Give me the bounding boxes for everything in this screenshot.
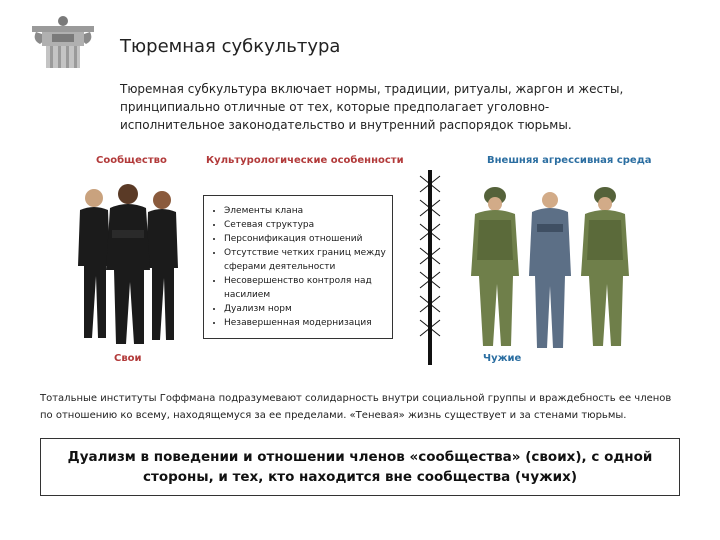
goffman-paragraph: Тотальные институты Гоффмана подразумевают солидарность внутри социальной группы и враждебность ее членов по отношению ко всему, находящемуся за ее пределами. «Теневая» жизнь существует и за стенами тюрьмы.	[40, 393, 672, 421]
column-capital-logo-icon	[30, 14, 96, 72]
features-list	[210, 204, 386, 330]
feature-item: • Незавершенная модернизация	[224, 316, 386, 330]
external-environment-label: Внешняя агрессивная среда	[487, 155, 652, 166]
conclusion-text: Дуализм в поведении и отношении членов «сообщества» (своих), с одной стороны, и тех, кто находится вне сообщества (чужих)	[67, 449, 653, 485]
feature-item: • Отсутствие четких границ между сферами деятельности	[224, 246, 386, 274]
community-label: Сообщество	[96, 155, 167, 166]
feature-item: • Персонификация отношений	[224, 232, 386, 246]
intro-text: Тюремная субкультура включает нормы, традиции, ритуалы, жаргон и жесты, принципиально отличные от тех, которые предполагает уголовно-исполнительное законодательство и внутренний распорядок тюрьмы.	[120, 82, 624, 132]
cultural-features-box	[203, 195, 393, 339]
own-label: Свои	[114, 353, 142, 364]
slide-title: Тюремная субкультура	[120, 36, 341, 57]
feature-item: • Дуализм норм	[224, 302, 386, 316]
feature-item: • Элементы клана	[224, 204, 386, 218]
cultural-features-label: Культурологические особенности	[206, 155, 404, 166]
alien-label: Чужие	[483, 353, 522, 364]
barbed-wire-fence-icon	[418, 170, 442, 365]
conclusion-box	[40, 438, 680, 496]
feature-item: • Несовершенство контроля над насилием	[224, 274, 386, 302]
outsiders-image	[455, 180, 640, 352]
community-members-image	[72, 178, 184, 346]
feature-item: • Сетевая структура	[224, 218, 386, 232]
